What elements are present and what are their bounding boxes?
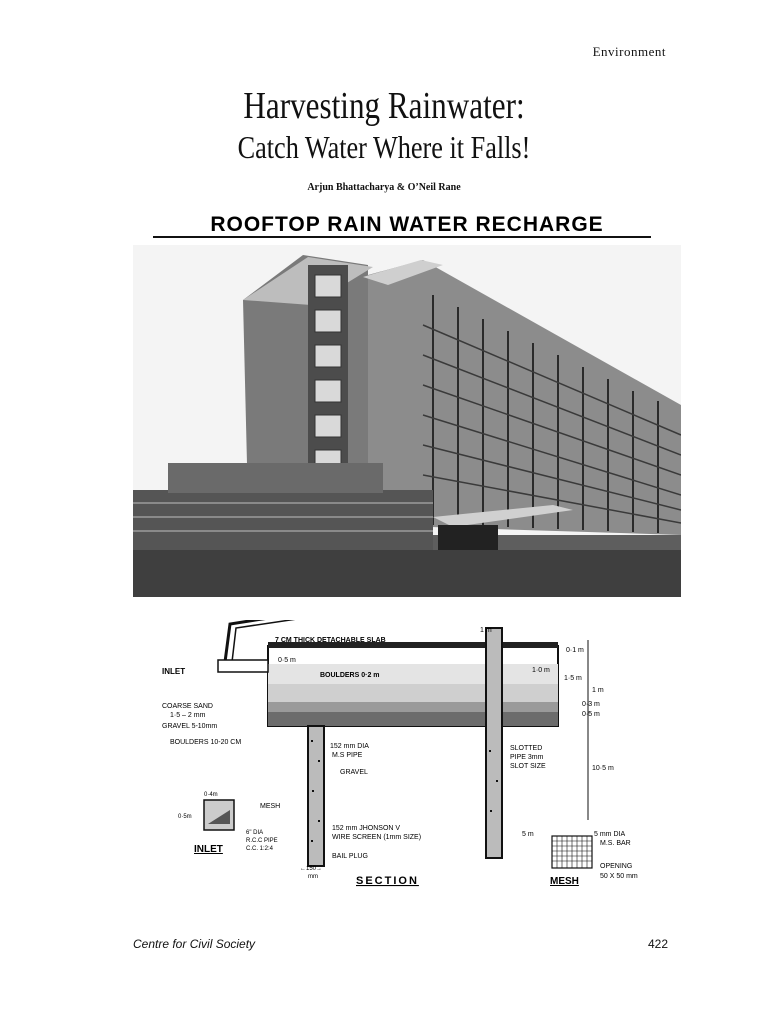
footer-organization: Centre for Civil Society — [133, 937, 256, 951]
article-authors: Arjun Bhattacharya & O’Neil Rane — [307, 182, 461, 193]
label-pipe-type: M.S PIPE — [332, 752, 363, 759]
section-label: Environment — [592, 44, 666, 59]
title-mesh: MESH — [550, 876, 579, 887]
label-dim-5m: 5 m — [522, 831, 534, 838]
label-inlet-h: 0·5m — [178, 814, 192, 820]
label-rcc-3: C.C. 1:2:4 — [246, 846, 274, 852]
label-rcc-1: 6" DIA — [246, 830, 264, 836]
rooftop-photo — [133, 205, 681, 597]
label-bar-1: 5 mm DIA — [594, 831, 626, 838]
label-rcc-2: R.C.C PIPE — [246, 838, 278, 844]
label-gravel-2: GRAVEL — [340, 769, 368, 776]
label-dim-03: 0·3 m — [582, 701, 600, 708]
label-dim-15: 1·5 m — [564, 675, 582, 682]
label-mesh-small: MESH — [260, 803, 281, 810]
label-slotted-2: PIPE 3mm — [510, 754, 544, 761]
label-opening-2: 50 X 50 mm — [600, 873, 638, 880]
label-dim-05: 0·5 m — [278, 657, 296, 664]
label-dim-1m-b: 1 m — [592, 687, 604, 694]
label-dim-1m: 1 m — [480, 627, 492, 634]
label-dim-105: 10·5 m — [592, 765, 614, 772]
label-coarse-sand: COARSE SAND — [162, 703, 213, 710]
label-slotted-3: SLOT SIZE — [510, 763, 546, 770]
label-gravel: GRAVEL 5-10mm — [162, 723, 218, 730]
label-slotted-1: SLOTTED — [510, 745, 543, 752]
title-section: SECTION — [356, 875, 419, 887]
label-screen-1: 152 mm JHONSON V — [332, 825, 401, 832]
photo-caption: ROOFTOP RAIN WATER RECHARGE — [210, 213, 604, 236]
label-screen-2: WIRE SCREEN (1mm SIZE) — [332, 834, 422, 841]
label-dim-05b: 0·5 m — [582, 711, 600, 718]
page-number: 422 — [647, 937, 668, 951]
label-opening-1: OPENING — [600, 863, 633, 870]
label-bottom-unit: mm — [308, 874, 318, 880]
label-bottom-dim: ←150→ — [300, 866, 323, 872]
label-bail-plug: BAIL PLUG — [332, 853, 368, 860]
label-inlet-dim: 0·4m — [204, 792, 218, 798]
article-title: Harvesting Rainwater: — [243, 85, 525, 127]
title-inlet: INLET — [194, 844, 223, 855]
label-coarse-sand-size: 1·5 – 2 mm — [170, 712, 206, 719]
label-boulders-top: BOULDERS 0·2 m — [320, 672, 380, 679]
label-boulders: BOULDERS 10-20 CM — [170, 739, 242, 746]
label-bar-2: M.S. BAR — [600, 840, 631, 847]
label-slab: 7 CM THICK DETACHABLE SLAB — [275, 637, 386, 644]
label-dim-01: 0·1 m — [566, 647, 584, 654]
recharge-section-diagram — [160, 620, 672, 900]
label-dim-10: 1·0 m — [532, 667, 550, 674]
article-subtitle: Catch Water Where it Falls! — [237, 129, 531, 165]
label-inlet: INLET — [162, 667, 186, 676]
label-pipe-dia: 152 mm DIA — [330, 743, 369, 750]
